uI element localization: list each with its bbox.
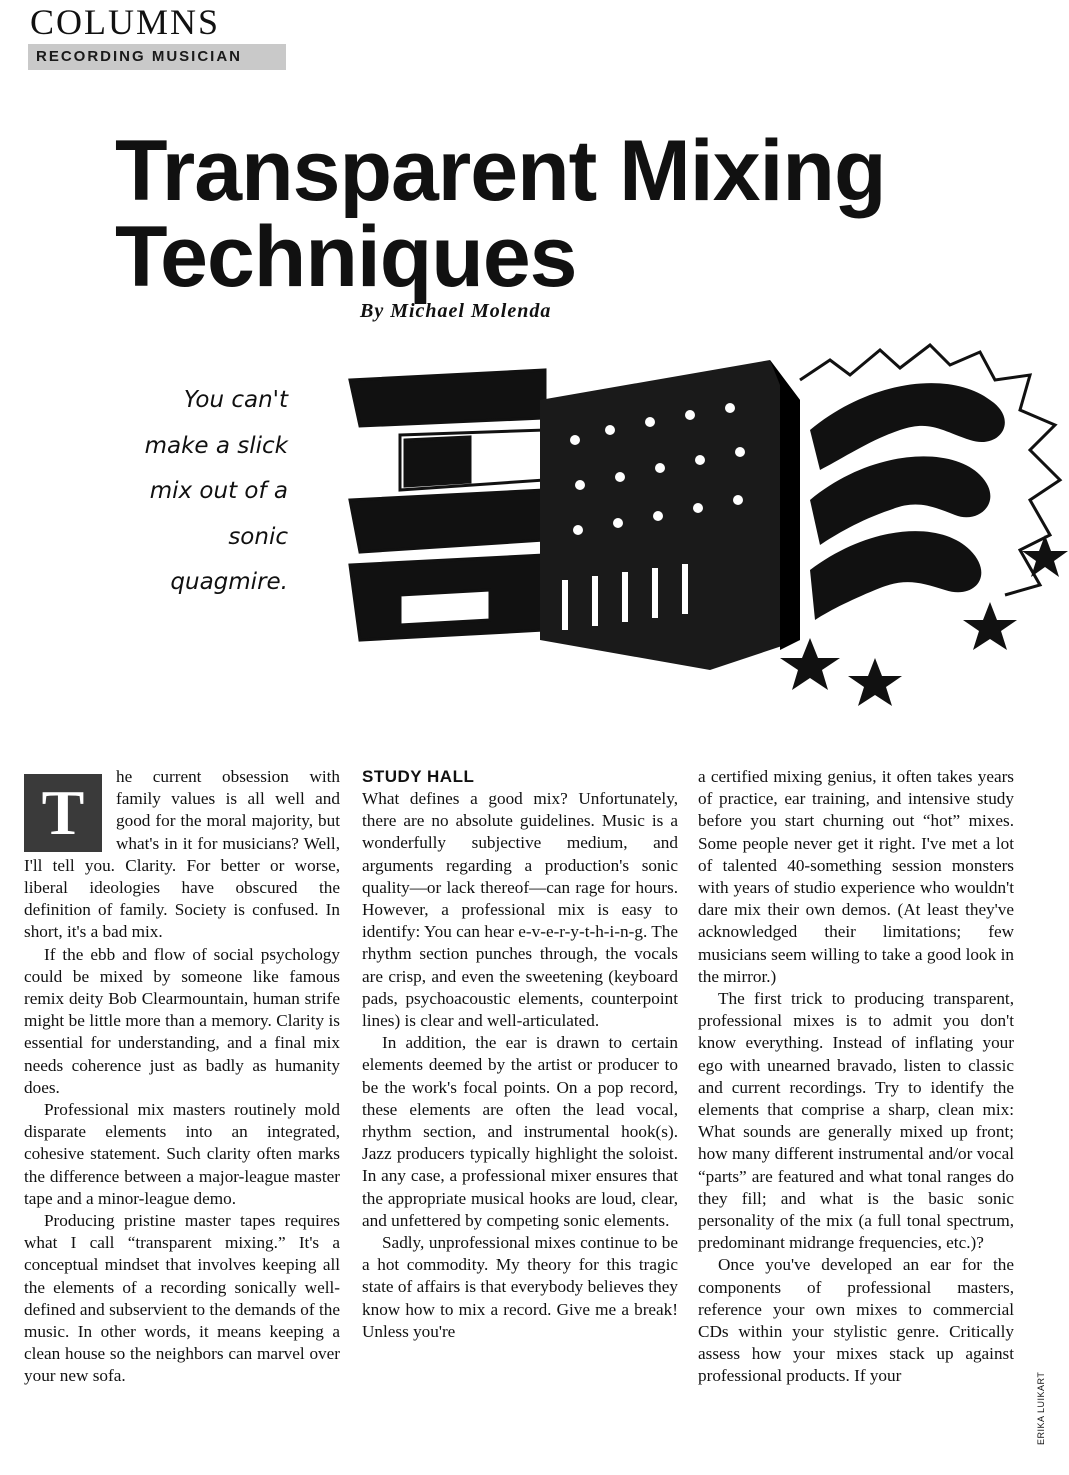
paragraph: Producing pristine master tapes requires what I call “transparent mixing.” It's a conceptual mindset that involves keeping all the elements of a recording sonically well-defined and subservient to the demands of the music. In other words, it means keeping a clean house so the neighbors can marvel over your new sofa. [24,1211,340,1386]
deck [60,378,288,606]
paragraph: The first trick to producing transparent, professional mixes is to admit you don't know everything. Instead of inflating your ego with unearned bravado, listen to classic and current recordings. Try to identify the elements that comprise a sharp, clean mix: What sounds are generally mixed up front; how many different instrumental and/or vocal “parts” are featured and what tonal ranges do they fill; and what is the basic sonic personality of the mix (a full tonal spectrum, predominant midrange frequencies, etc.)? [698,989,1014,1253]
paragraph: What defines a good mix? Unfortunately, there are no absolute guidelines. Music is a wonderfully subjective medium, and arguments regarding a production's sonic quality—or lack thereof—can rage for hours. However, a professional mix is easy to identify: You can hear e-v-e-r-y-t-h-i-n-g. The rhythm section punches through, the vocals are crisp, and even the sweetening (keyboard pads, psychoacoustic elements, counterpoint lines) is clear and well-articulated. [362,789,678,1031]
paragraph: In addition, the ear is drawn to certain elements deemed by the artist or producer to be the work's focal points. On a pop record, these elements are often the lead vocal, rhythm section, and instrumental hook(s). Jazz producers typically highlight the soloist. In any case, a professional mixer ensures that the appropriate musical hooks are loud, clear, and unfettered by competing sonic elements. [362,1033,678,1230]
console-body [540,360,800,670]
byline: By Michael Molenda [360,300,552,322]
paragraph: Sadly, unprofessional mixes continue to be a hot commodity. My theory for this tragic state of affairs is that everybody believes they know how to mix a record. Give me a break! Unless you're [362,1233,678,1341]
mixing-console-illustration-icon [330,340,1069,710]
star-icon [848,658,902,706]
deck-line: mix out of a [149,478,288,504]
paragraph: If the ebb and flow of social psychology could be mixed by someone like famous remix deity Bob Clearmountain, human strife might be little more than a memory. Clarity is essential for understanding, and a final mix needs coherence just as badly as humanity does. [24,944,340,1097]
article-title: Transparent Mixing Techniques [115,123,886,305]
star-icon [963,602,1017,650]
paragraph: he current obsession with family values is all well and good for the moral majority, but what's in it for musicians? Well, I'll tell you. Clarity. For better or worse, liberal ideologies have obscured the definition of family. Society is confused. In short, it's a bad mix. [24,767,340,942]
deck-line: quagmire. [170,569,288,595]
left-flag-stripe [350,490,545,552]
department-tag: RECORDING MUSICIAN [28,44,286,70]
paragraph: Professional mix masters routinely mold disparate elements into an integrated, cohesive statement. Such clarity often marks the difference between a major-league master tape and a minor-league demo. [24,1100,340,1208]
body-column-2 [362,766,678,1343]
body-column-1 [24,766,340,1388]
deck-line: You can't [183,387,288,413]
paragraph: Once you've developed an ear for the components of professional masters, reference your own mixes to commercial CDs within your stylistic genre. Critically assess how your mixes stack up against professional products. If your [698,1255,1014,1386]
left-flag-stripe [350,370,545,426]
illustration-credit: ERIKA LUIKART [1036,1371,1046,1445]
right-swirl [810,531,981,620]
star-icon [780,638,840,690]
star-icon [1022,535,1068,577]
paragraph: a certified mixing genius, it often takes years of practice, ear training, and intensive study before you start churning out “hot” mixes. Some people never get it right. I've met a lot of talented 40-something session monsters with years of studio experience who wouldn't dare mix their own demos. (At least they've acknowledged their limitations; few musicians seem willing to take a good look in the mirror.) [698,767,1014,986]
left-flag-stripe [405,437,470,486]
drop-cap: T [24,774,102,852]
deck-line: sonic [228,523,288,550]
right-swirl [810,456,990,545]
section-name: COLUMNS [30,2,221,42]
subhead-study-hall: STUDY HALL [362,767,475,786]
deck-line: make a slick [144,432,288,459]
right-swirl [810,383,1005,470]
body-column-3 [698,766,1014,1388]
left-flag-stripe [400,590,490,625]
